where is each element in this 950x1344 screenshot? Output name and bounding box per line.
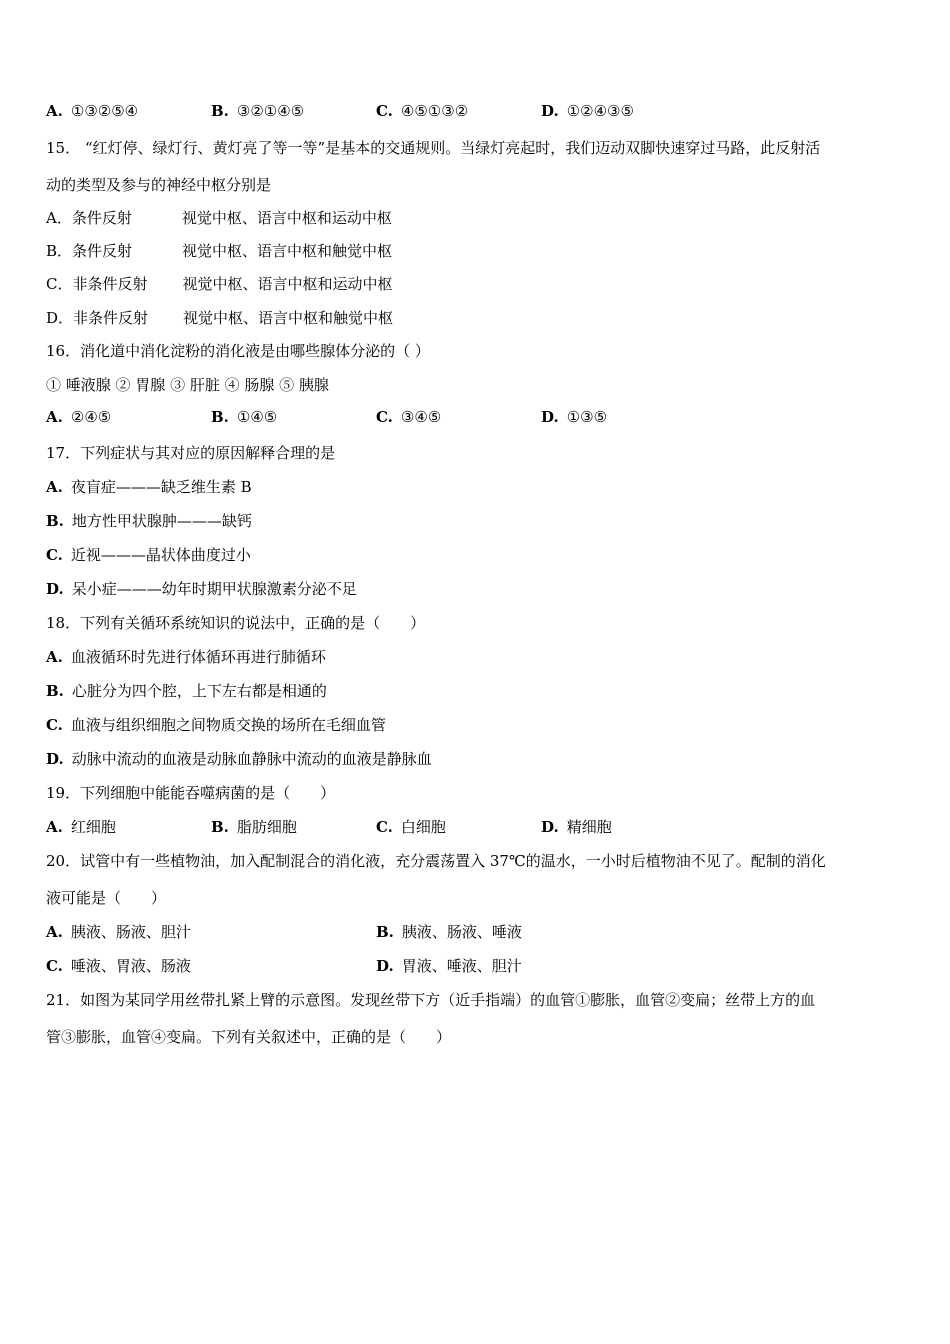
q16-stem: 16．消化道中消化淀粉的消化液是由哪些腺体分泌的（ ） bbox=[46, 342, 430, 360]
q18-option-a: A. 血液循环时先进行体循环再进行肺循环 bbox=[46, 648, 326, 666]
q15-option-c: C．非条件反射 视觉中枢、语言中枢和运动中枢 bbox=[46, 275, 393, 293]
q16-option-b: B. ①④⑤ bbox=[211, 408, 278, 426]
q18-option-b: B. 心脏分为四个腔，上下左右都是相通的 bbox=[46, 682, 327, 700]
q19-option-b: B. 脂肪细胞 bbox=[211, 818, 297, 836]
q14-option-b: B. ③②①④⑤ bbox=[211, 102, 305, 120]
q15-stem-line2: 动的类型及参与的神经中枢分别是 bbox=[46, 176, 272, 194]
q15-option-a: A．条件反射 视觉中枢、语言中枢和运动中枢 bbox=[46, 209, 392, 227]
q17-option-d: D. 呆小症———幼年时期甲状腺激素分泌不足 bbox=[46, 580, 357, 598]
q16-option-a: A. ②④⑤ bbox=[46, 408, 112, 426]
q20-option-c: C. 唾液、胃液、肠液 bbox=[46, 957, 191, 975]
q17-stem: 17．下列症状与其对应的原因解释合理的是 bbox=[46, 444, 336, 462]
q19-option-c: C. 白细胞 bbox=[376, 818, 446, 836]
q14-option-c: C. ④⑤①③② bbox=[376, 102, 469, 120]
q19-option-d: D. 精细胞 bbox=[541, 818, 612, 836]
q19-option-a: A. 红细胞 bbox=[46, 818, 116, 836]
q16-option-d: D. ①③⑤ bbox=[541, 408, 608, 426]
q17-option-c: C. 近视———晶状体曲度过小 bbox=[46, 546, 251, 564]
q20-stem-line1: 20．试管中有一些植物油，加入配制混合的消化液，充分震荡置入 37℃的温水，一小时后植物油不见了。配制的消化 bbox=[46, 852, 826, 870]
q16-gland-list: ① 唾液腺 ② 胃腺 ③ 肝脏 ④ 肠腺 ⑤ 胰腺 bbox=[46, 376, 329, 394]
q21-stem-line2: 管③膨胀，血管④变扁。下列有关叙述中，正确的是（ ） bbox=[46, 1028, 452, 1046]
q20-stem-line2: 液可能是（ ） bbox=[46, 889, 167, 907]
q18-option-d: D. 动脉中流动的血液是动脉血静脉中流动的血液是静脉血 bbox=[46, 750, 432, 768]
q20-option-a: A. 胰液、肠液、胆汁 bbox=[46, 923, 191, 941]
q15-stem-line1: 15． “红灯停、绿灯行、黄灯亮了等一等”是基本的交通规则。当绿灯亮起时，我们迈动双脚快速穿过马路，此反射活 bbox=[46, 139, 821, 157]
q20-option-b: B. 胰液、肠液、唾液 bbox=[376, 923, 522, 941]
q14-option-d: D. ①②④③⑤ bbox=[541, 102, 634, 120]
q15-option-b: B．条件反射 视觉中枢、语言中枢和触觉中枢 bbox=[46, 242, 393, 260]
q14-option-a: A. ①③②⑤④ bbox=[46, 102, 139, 120]
q19-stem: 19．下列细胞中能能吞噬病菌的是（ ） bbox=[46, 784, 336, 802]
q20-option-d: D. 胃液、唾液、胆汁 bbox=[376, 957, 522, 975]
q21-stem-line1: 21．如图为某同学用丝带扎紧上臂的示意图。发现丝带下方（近手指端）的血管①膨胀，血管②变扁；丝带上方的血 bbox=[46, 991, 816, 1009]
q17-option-a: A. 夜盲症———缺乏维生素 B bbox=[46, 478, 252, 496]
q18-option-c: C. 血液与组织细胞之间物质交换的场所在毛细血管 bbox=[46, 716, 386, 734]
q18-stem: 18．下列有关循环系统知识的说法中，正确的是（ ） bbox=[46, 614, 426, 632]
q16-option-c: C. ③④⑤ bbox=[376, 408, 442, 426]
q15-option-d: D．非条件反射 视觉中枢、语言中枢和触觉中枢 bbox=[46, 309, 394, 327]
q17-option-b: B. 地方性甲状腺肿———缺钙 bbox=[46, 512, 252, 530]
